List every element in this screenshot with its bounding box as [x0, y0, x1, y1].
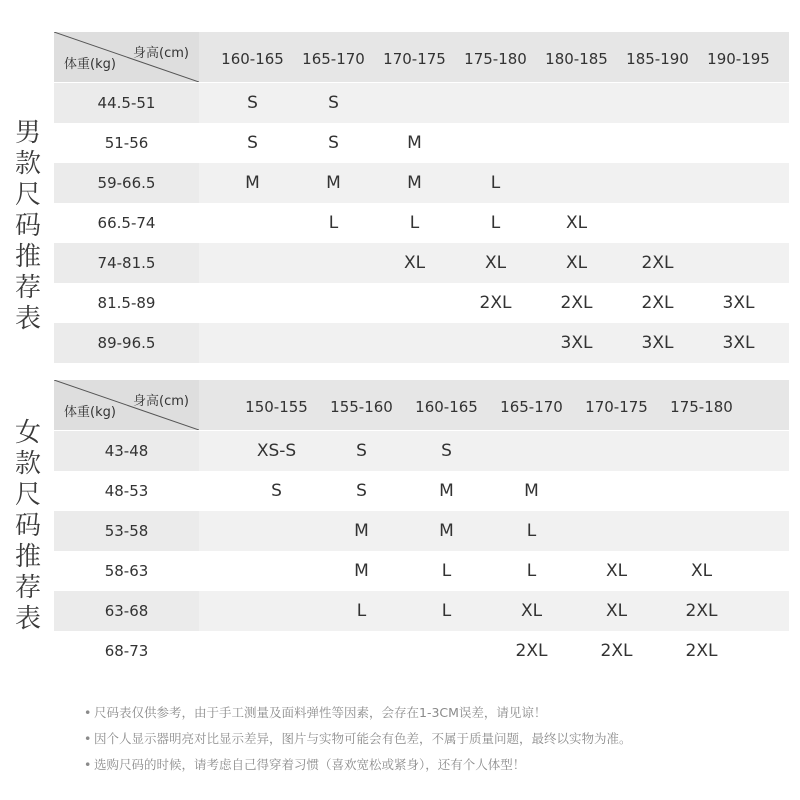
weight-cell: 66.5-74 — [54, 203, 199, 243]
size-cell: L — [490, 173, 501, 193]
height-axis-label: 身高(cm) — [133, 46, 189, 61]
size-cell — [574, 511, 659, 551]
size-cell — [536, 123, 617, 163]
size-cell — [234, 551, 319, 591]
weight-cell: 74-81.5 — [54, 243, 199, 283]
size-cell — [659, 511, 744, 551]
size-cell: XL — [520, 601, 543, 621]
table-header — [54, 32, 789, 83]
size-cell — [536, 83, 617, 123]
size-cell — [698, 243, 779, 283]
height-column-header: 155-160 — [330, 398, 393, 416]
height-column-header: 160-165 — [221, 50, 284, 68]
size-cell: S — [356, 481, 367, 501]
size-cell: 2XL — [560, 293, 593, 313]
table-header — [54, 380, 789, 431]
size-cell: XL — [403, 253, 426, 273]
size-cell — [659, 431, 744, 471]
height-column-header: 180-185 — [545, 50, 608, 68]
table-row — [54, 591, 789, 631]
size-cell: 3XL — [722, 333, 755, 353]
corner-cell — [54, 32, 199, 82]
height-column-header: 160-165 — [415, 398, 478, 416]
size-cell — [293, 323, 374, 363]
size-cell — [617, 163, 698, 203]
height-column-header: 165-170 — [302, 50, 365, 68]
size-cell: L — [356, 601, 367, 621]
size-cell — [698, 123, 779, 163]
size-cell — [234, 511, 319, 551]
table-body — [54, 431, 789, 671]
size-cell: M — [524, 481, 539, 501]
size-cell: 2XL — [641, 253, 674, 273]
size-cell: XL — [690, 561, 713, 581]
women-size-table — [54, 380, 789, 671]
table-row — [54, 203, 789, 243]
height-column-header: 165-170 — [500, 398, 563, 416]
table-row — [54, 323, 789, 363]
size-cell — [212, 243, 293, 283]
size-cell — [404, 631, 489, 671]
height-column-header: 150-155 — [245, 398, 308, 416]
table-row — [54, 511, 789, 551]
size-cell: L — [328, 213, 339, 233]
size-cell — [293, 243, 374, 283]
weight-cell: 59-66.5 — [54, 163, 199, 203]
size-cell: S — [328, 133, 339, 153]
size-cell — [212, 203, 293, 243]
size-cell — [212, 283, 293, 323]
size-cell: XL — [565, 253, 588, 273]
size-cell: M — [354, 561, 369, 581]
height-column-header: 175-180 — [670, 398, 733, 416]
size-cell: XS-S — [256, 441, 297, 461]
size-cell — [319, 631, 404, 671]
note-item: • 尺码表仅供参考，由于手工测量及面料弹性等因素，会存在1-3CM误差，请见谅！ — [84, 700, 784, 726]
size-cell: XL — [605, 561, 628, 581]
size-cell: S — [356, 441, 367, 461]
height-column-header: 170-175 — [383, 50, 446, 68]
size-cell: M — [407, 133, 422, 153]
note-item: • 因个人显示器明亮对比显示差异，图片与实物可能会有色差，不属于质量问题，最终以实物为准。 — [84, 726, 784, 752]
height-axis-label: 身高(cm) — [133, 394, 189, 409]
size-cell: 2XL — [600, 641, 633, 661]
women-size-chart-title: 女 款 尺 码 推 荐 表 — [14, 418, 41, 634]
size-cell: L — [441, 561, 452, 581]
size-cell — [659, 471, 744, 511]
size-cell: M — [245, 173, 260, 193]
size-cell: 3XL — [560, 333, 593, 353]
size-cell — [617, 83, 698, 123]
bullet: • — [84, 705, 92, 720]
size-cell: L — [526, 561, 537, 581]
size-cell — [374, 323, 455, 363]
size-cell — [698, 83, 779, 123]
table-row — [54, 471, 789, 511]
weight-cell: 81.5-89 — [54, 283, 199, 323]
size-cell — [698, 163, 779, 203]
size-cell: 2XL — [685, 641, 718, 661]
weight-cell: 89-96.5 — [54, 323, 199, 363]
weight-cell: 43-48 — [54, 431, 199, 471]
size-cell: XL — [565, 213, 588, 233]
size-cell: S — [247, 93, 258, 113]
size-cell — [617, 123, 698, 163]
weight-axis-label: 体重(kg) — [64, 57, 116, 72]
size-cell — [536, 163, 617, 203]
size-cell: L — [441, 601, 452, 621]
men-size-table — [54, 32, 789, 363]
size-cell: XL — [605, 601, 628, 621]
size-cell: S — [328, 93, 339, 113]
weight-cell: 68-73 — [54, 631, 199, 671]
size-cell — [574, 471, 659, 511]
size-cell — [374, 83, 455, 123]
weight-cell: 51-56 — [54, 123, 199, 163]
size-cell — [234, 631, 319, 671]
table-body — [54, 83, 789, 363]
size-cell — [574, 431, 659, 471]
size-cell — [455, 323, 536, 363]
size-cell — [293, 283, 374, 323]
bullet: • — [84, 731, 92, 746]
table-row — [54, 163, 789, 203]
size-cell — [455, 83, 536, 123]
height-column-header: 175-180 — [464, 50, 527, 68]
size-cell: S — [247, 133, 258, 153]
weight-cell: 48-53 — [54, 471, 199, 511]
size-notes — [84, 700, 784, 778]
size-cell — [698, 203, 779, 243]
size-cell: S — [441, 441, 452, 461]
size-cell — [234, 591, 319, 631]
size-cell: M — [439, 521, 454, 541]
weight-cell: 63-68 — [54, 591, 199, 631]
size-cell: 3XL — [722, 293, 755, 313]
table-row — [54, 551, 789, 591]
size-cell: XL — [484, 253, 507, 273]
corner-cell — [54, 380, 199, 430]
size-cell: L — [490, 213, 501, 233]
size-cell: 3XL — [641, 333, 674, 353]
size-cell: M — [407, 173, 422, 193]
size-cell: M — [326, 173, 341, 193]
weight-cell: 44.5-51 — [54, 83, 199, 123]
size-cell: M — [354, 521, 369, 541]
table-row — [54, 631, 789, 671]
bullet: • — [84, 757, 92, 772]
height-column-header: 190-195 — [707, 50, 770, 68]
table-row — [54, 83, 789, 123]
table-row — [54, 123, 789, 163]
weight-cell: 53-58 — [54, 511, 199, 551]
table-row — [54, 431, 789, 471]
weight-axis-label: 体重(kg) — [64, 405, 116, 420]
size-cell — [617, 203, 698, 243]
size-cell — [489, 431, 574, 471]
size-cell — [374, 283, 455, 323]
size-cell: L — [526, 521, 537, 541]
note-item: • 选购尺码的时候，请考虑自己得穿着习惯（喜欢宽松或紧身），还有个人体型！ — [84, 752, 784, 778]
size-cell: 2XL — [641, 293, 674, 313]
height-column-header: 170-175 — [585, 398, 648, 416]
size-cell: M — [439, 481, 454, 501]
table-row — [54, 243, 789, 283]
size-cell: L — [409, 213, 420, 233]
size-cell — [455, 123, 536, 163]
men-size-chart-title: 男 款 尺 码 推 荐 表 — [14, 118, 41, 334]
size-cell: 2XL — [479, 293, 512, 313]
table-row — [54, 283, 789, 323]
size-cell: 2XL — [685, 601, 718, 621]
size-cell — [212, 323, 293, 363]
size-cell: S — [271, 481, 282, 501]
weight-cell: 58-63 — [54, 551, 199, 591]
size-cell: 2XL — [515, 641, 548, 661]
height-column-header: 185-190 — [626, 50, 689, 68]
